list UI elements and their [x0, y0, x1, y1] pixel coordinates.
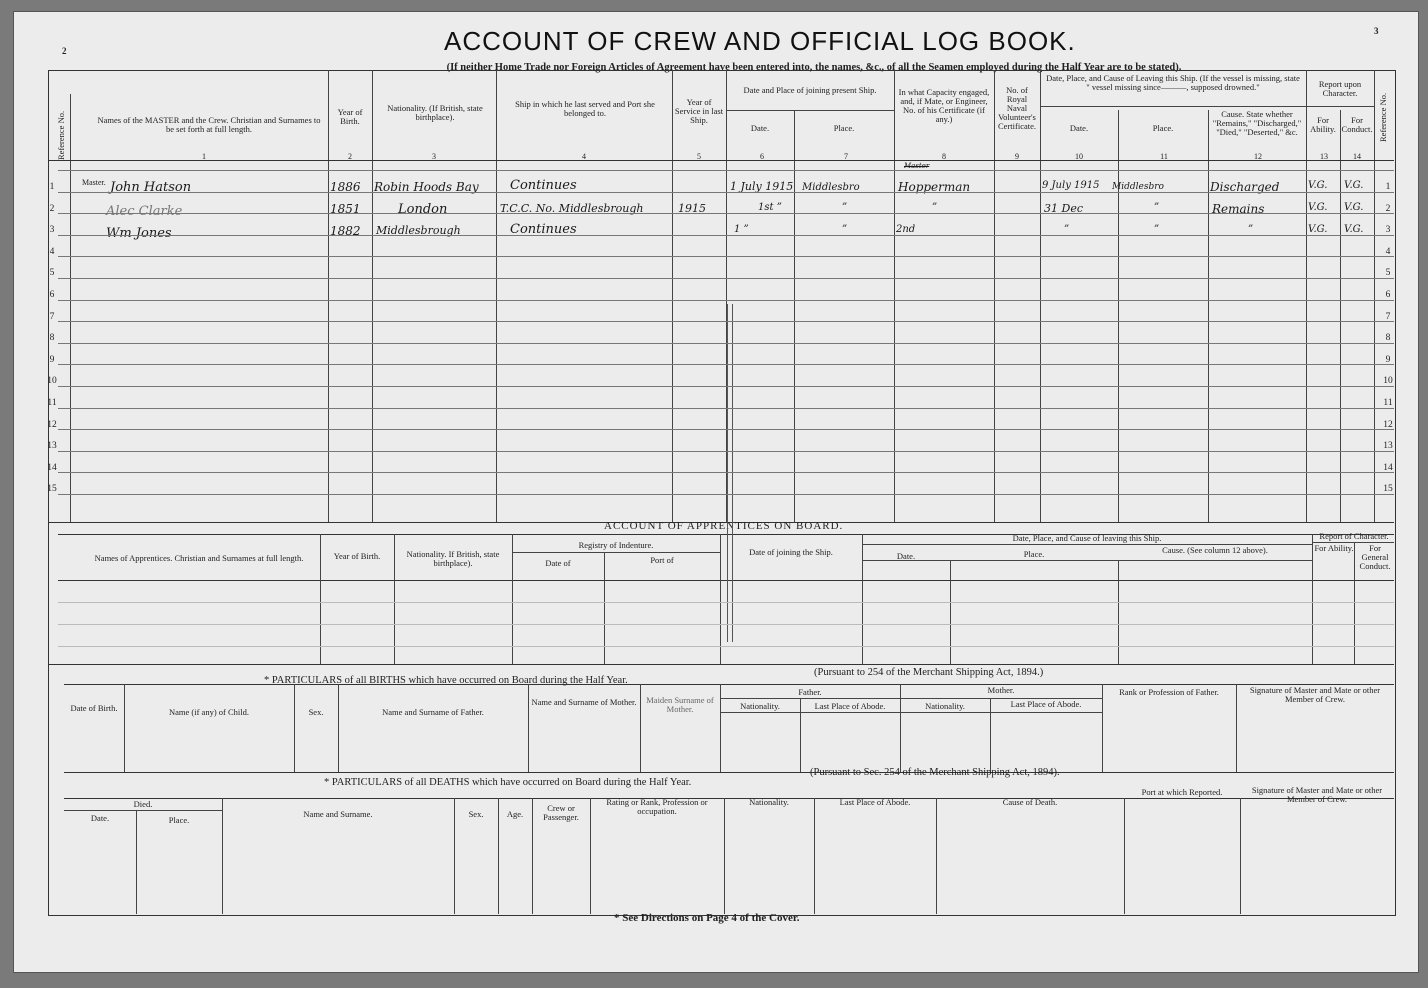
col-number: 5 — [697, 152, 701, 161]
crew-capacity: 2nd — [896, 224, 916, 235]
birth-mother-abode-header: Last Place of Abode. — [1010, 699, 1082, 709]
crew-join-place: ” — [842, 202, 848, 213]
col-number: 2 — [348, 152, 352, 161]
col-number: 7 — [844, 152, 848, 161]
left-page-number: 2 — [62, 46, 67, 56]
row-number: 1 — [49, 182, 55, 192]
row-rule — [58, 192, 1394, 193]
row-number-right: 10 — [1383, 376, 1393, 386]
row-rule — [58, 429, 1394, 430]
birth-signature-header: Signature of Master and Mate or other Member of Crew. — [1249, 685, 1381, 704]
death-abode-header: Last Place of Abode. — [839, 797, 911, 807]
apprentice-cause-header: Cause. (See column 12 above). — [1162, 545, 1268, 555]
row-rule — [58, 602, 1394, 603]
cause-header: Cause. State whether "Remains," "Discharged," "Died," "Deserted," &c. — [1212, 109, 1302, 137]
deaths-title: * PARTICULARS of all DEATHS which have occurred on Board during the Half Year. — [324, 777, 692, 788]
capacity-header: In what Capacity engaged, and, if Mate, or Engineer, No. of his Certificate (if any.) — [898, 87, 990, 124]
row-number-right: 11 — [1383, 398, 1393, 408]
apprentice-names-header: Names of Apprentices. Christian and Surnames at full length. — [94, 553, 304, 563]
crew-ability: V.G. — [1308, 202, 1328, 213]
apprentice-year-header: Year of Birth. — [333, 551, 381, 561]
row-number-right: 14 — [1383, 463, 1393, 473]
apprentice-conduct-header: For General Conduct. — [1359, 543, 1391, 571]
row-number-right: 13 — [1383, 441, 1393, 451]
apprentice-date-header: Date. — [896, 551, 916, 561]
col-number: 8 — [942, 152, 946, 161]
death-cause-header: Cause of Death. — [1002, 797, 1058, 807]
row-number: 8 — [49, 333, 55, 343]
crew-year: 1851 — [330, 202, 361, 216]
birth-rank-header: Rank or Profession of Father. — [1119, 687, 1219, 697]
col-number: 14 — [1353, 152, 1361, 161]
birth-mother-nationality-header: Nationality. — [925, 701, 965, 711]
death-place-header: Place. — [168, 815, 190, 825]
ref-no-header: Reference No. — [56, 110, 66, 160]
crew-conduct: V.G. — [1344, 224, 1364, 235]
row-number-right: 9 — [1385, 355, 1391, 365]
birth-father-name-header: Name and Surname of Father. — [382, 707, 484, 717]
row-number-right: 15 — [1383, 484, 1393, 494]
crew-capacity: ” — [932, 202, 938, 213]
births-title: * PARTICULARS of all BIRTHS which have occurred on Board during the Half Year. — [264, 675, 628, 686]
row-number: 3 — [49, 225, 55, 235]
registry-date-header: Date of — [545, 558, 571, 568]
birth-father-abode-header: Last Place of Abode. — [814, 701, 886, 711]
row-rule — [58, 494, 1394, 495]
death-rating-header: Rating or Rank, Profession or occupation. — [606, 797, 708, 816]
apprentice-ability-header: For Ability. — [1314, 543, 1354, 553]
col-number: 12 — [1254, 152, 1262, 161]
row-number: 7 — [49, 312, 55, 322]
col-number: 11 — [1160, 152, 1168, 161]
apprentice-joining-header: Date of joining the Ship. — [749, 547, 833, 557]
apprentice-place-header: Place. — [1023, 549, 1045, 559]
row-number: 14 — [47, 463, 57, 473]
row-number-right: 12 — [1383, 420, 1393, 430]
row-rule — [58, 300, 1394, 301]
conduct-header: For Conduct. — [1341, 115, 1373, 134]
crew-conduct: V.G. — [1344, 180, 1364, 191]
apprentice-report-header: Report of Character. — [1319, 531, 1389, 541]
master-label: Master. — [82, 178, 106, 187]
year-service-header: Year of Service in last Ship. — [674, 97, 724, 125]
col-number: 9 — [1015, 152, 1019, 161]
crew-capacity: Hopperman — [898, 180, 971, 194]
crew-last-ship: Continues — [510, 222, 577, 237]
death-age-header: Age. — [506, 809, 524, 819]
crew-leave-place: ” — [1154, 224, 1160, 235]
join-place-header: Place. — [833, 123, 855, 133]
row-number: 11 — [47, 398, 57, 408]
death-crew-header: Crew or Passenger. — [543, 803, 579, 822]
col-number: 4 — [582, 152, 586, 161]
log-book-page — [14, 12, 1418, 972]
year-birth-header: Year of Birth. — [337, 107, 363, 126]
crew-nationality: Middlesbrough — [376, 224, 461, 237]
join-date-header: Date. — [750, 123, 770, 133]
row-rule — [58, 624, 1394, 625]
col-number: 10 — [1075, 152, 1083, 161]
crew-name: Wm Jones — [106, 226, 172, 241]
crew-name: John Hatson — [110, 180, 192, 195]
col-number: 3 — [432, 152, 436, 161]
row-number: 6 — [49, 290, 55, 300]
row-number: 15 — [47, 484, 57, 494]
crew-cause: Discharged — [1210, 180, 1280, 194]
col-number: 1 — [202, 152, 206, 161]
death-port-header: Port at which Reported. — [1141, 787, 1223, 797]
crew-conduct: V.G. — [1344, 202, 1364, 213]
row-rule — [58, 472, 1394, 473]
row-rule — [58, 343, 1394, 344]
apprentices-title: ACCOUNT OF APPRENTICES ON BOARD. — [604, 520, 844, 532]
joining-header: Date and Place of joining present Ship. — [743, 85, 877, 95]
right-page-number: 3 — [1374, 26, 1379, 36]
footnote: * See Directions on Page 4 of the Cover. — [614, 912, 800, 924]
row-rule — [58, 386, 1394, 387]
registry-port-header: Port of — [650, 555, 674, 565]
death-signature-header: Signature of Master and Mate or other Member of Crew. — [1251, 785, 1383, 804]
death-name-header: Name and Surname. — [303, 809, 373, 819]
crew-join-place: ” — [842, 224, 848, 235]
nationality-header: Nationality. (If British, state birthplace). — [387, 103, 483, 122]
birth-mother-name-header: Name and Surname of Mother. — [531, 697, 637, 707]
row-rule — [58, 321, 1394, 322]
row-number-right: 7 — [1385, 312, 1391, 322]
death-date-header: Date. — [90, 813, 110, 823]
row-rule — [58, 451, 1394, 452]
row-number: 12 — [47, 420, 57, 430]
crew-join-date: 1st ” — [758, 202, 782, 213]
names-header: Names of the MASTER and the Crew. Christian and Surnames to be set forth at full length. — [97, 115, 321, 134]
death-died-header: Died. — [133, 799, 153, 809]
crew-name: Alec Clarke — [106, 204, 183, 219]
row-rule — [58, 213, 1394, 214]
birth-sex-header: Sex. — [308, 707, 324, 717]
crew-ability: V.G. — [1308, 180, 1328, 191]
leaving-header: Date, Place, and Cause of Leaving this Ship. (If the vessel is missing, state " vessel missing since———, supposed drowned." — [1046, 73, 1300, 92]
row-rule — [58, 256, 1394, 257]
row-number-right: 8 — [1385, 333, 1391, 343]
birth-date-header: Date of Birth. — [70, 703, 118, 713]
crew-leave-place: Middlesbro — [1112, 182, 1164, 192]
crew-leave-date: 31 Dec — [1044, 202, 1083, 215]
crew-cause: Remains — [1212, 202, 1265, 216]
row-number-right: 6 — [1385, 290, 1391, 300]
row-number-right: 2 — [1385, 204, 1391, 214]
birth-father-header: Father. — [798, 687, 822, 697]
death-nationality-header: Nationality. — [749, 797, 789, 807]
row-number: 13 — [47, 441, 57, 451]
crew-join-date: 1 July 1915 — [730, 180, 794, 193]
crew-join-date: 1 ” — [734, 224, 749, 235]
crew-leave-date: 9 July 1915 — [1042, 180, 1100, 191]
crew-capacity-struck: Master — [904, 162, 930, 170]
crew-year: 1886 — [330, 180, 361, 194]
crew-last-ship: T.C.C. No. Middlesbrough — [500, 202, 644, 215]
row-number: 9 — [49, 355, 55, 365]
birth-father-nationality-header: Nationality. — [740, 701, 780, 711]
row-rule — [58, 170, 1394, 171]
leave-date-header: Date. — [1069, 123, 1089, 133]
row-number: 10 — [47, 376, 57, 386]
row-number: 4 — [49, 247, 55, 257]
col-number: 6 — [760, 152, 764, 161]
row-number-right: 4 — [1385, 247, 1391, 257]
crew-leave-place: ” — [1154, 202, 1160, 213]
row-rule — [58, 235, 1394, 236]
crew-nationality: London — [398, 202, 448, 217]
row-rule — [58, 408, 1394, 409]
ref-no-right-header: Reference No. — [1378, 92, 1388, 142]
crew-year: 1882 — [330, 224, 361, 238]
crew-leave-date: ” — [1064, 224, 1070, 235]
row-rule — [58, 278, 1394, 279]
births-act: (Pursuant to 254 of the Merchant Shipping Act, 1894.) — [814, 667, 1044, 678]
crew-nationality: Robin Hoods Bay — [374, 180, 479, 194]
birth-mother-header: Mother. — [987, 685, 1015, 695]
col-number: 13 — [1320, 152, 1328, 161]
crew-cause: ” — [1248, 224, 1254, 235]
leave-place-header: Place. — [1152, 123, 1174, 133]
row-number-right: 3 — [1385, 225, 1391, 235]
crew-year-service: 1915 — [678, 202, 706, 215]
row-rule — [58, 646, 1394, 647]
crew-join-place: Middlesbro — [802, 182, 860, 193]
page-title: ACCOUNT OF CREW AND OFFICIAL LOG BOOK. — [444, 26, 1076, 56]
apprentice-nationality-header: Nationality. If British, state birthplace). — [406, 549, 500, 568]
row-number-right: 1 — [1385, 182, 1391, 192]
death-sex-header: Sex. — [468, 809, 484, 819]
birth-child-header: Name (if any) of Child. — [168, 707, 250, 717]
deaths-act: (Pursuant to Sec. 254 of the Merchant Shipping Act, 1894). — [810, 767, 1060, 778]
rnvr-header: No. of Royal Naval Volunteer's Certificate. — [998, 85, 1036, 131]
registry-header: Registry of Indenture. — [578, 540, 654, 550]
birth-maiden-header: Maiden Surname of Mother. — [646, 695, 714, 714]
report-header: Report upon Character. — [1318, 79, 1362, 98]
page-subtitle: (If neither Home Trade nor Foreign Articles of Agreement have been entered into, the names, &c., of all the Seamen employed during the Half Year are to be stated). — [446, 62, 1182, 73]
ability-header: For Ability. — [1310, 115, 1336, 134]
row-rule — [58, 364, 1394, 365]
crew-ability: V.G. — [1308, 224, 1328, 235]
row-number: 5 — [49, 268, 55, 278]
row-number-right: 5 — [1385, 268, 1391, 278]
crew-last-ship: Continues — [510, 178, 577, 193]
row-number: 2 — [49, 204, 55, 214]
binding-crease — [727, 304, 733, 642]
apprentice-leaving-header: Date, Place, and Cause of leaving this Ship. — [1012, 533, 1162, 543]
last-ship-header: Ship in which he last served and Port she belonged to. — [515, 99, 655, 118]
